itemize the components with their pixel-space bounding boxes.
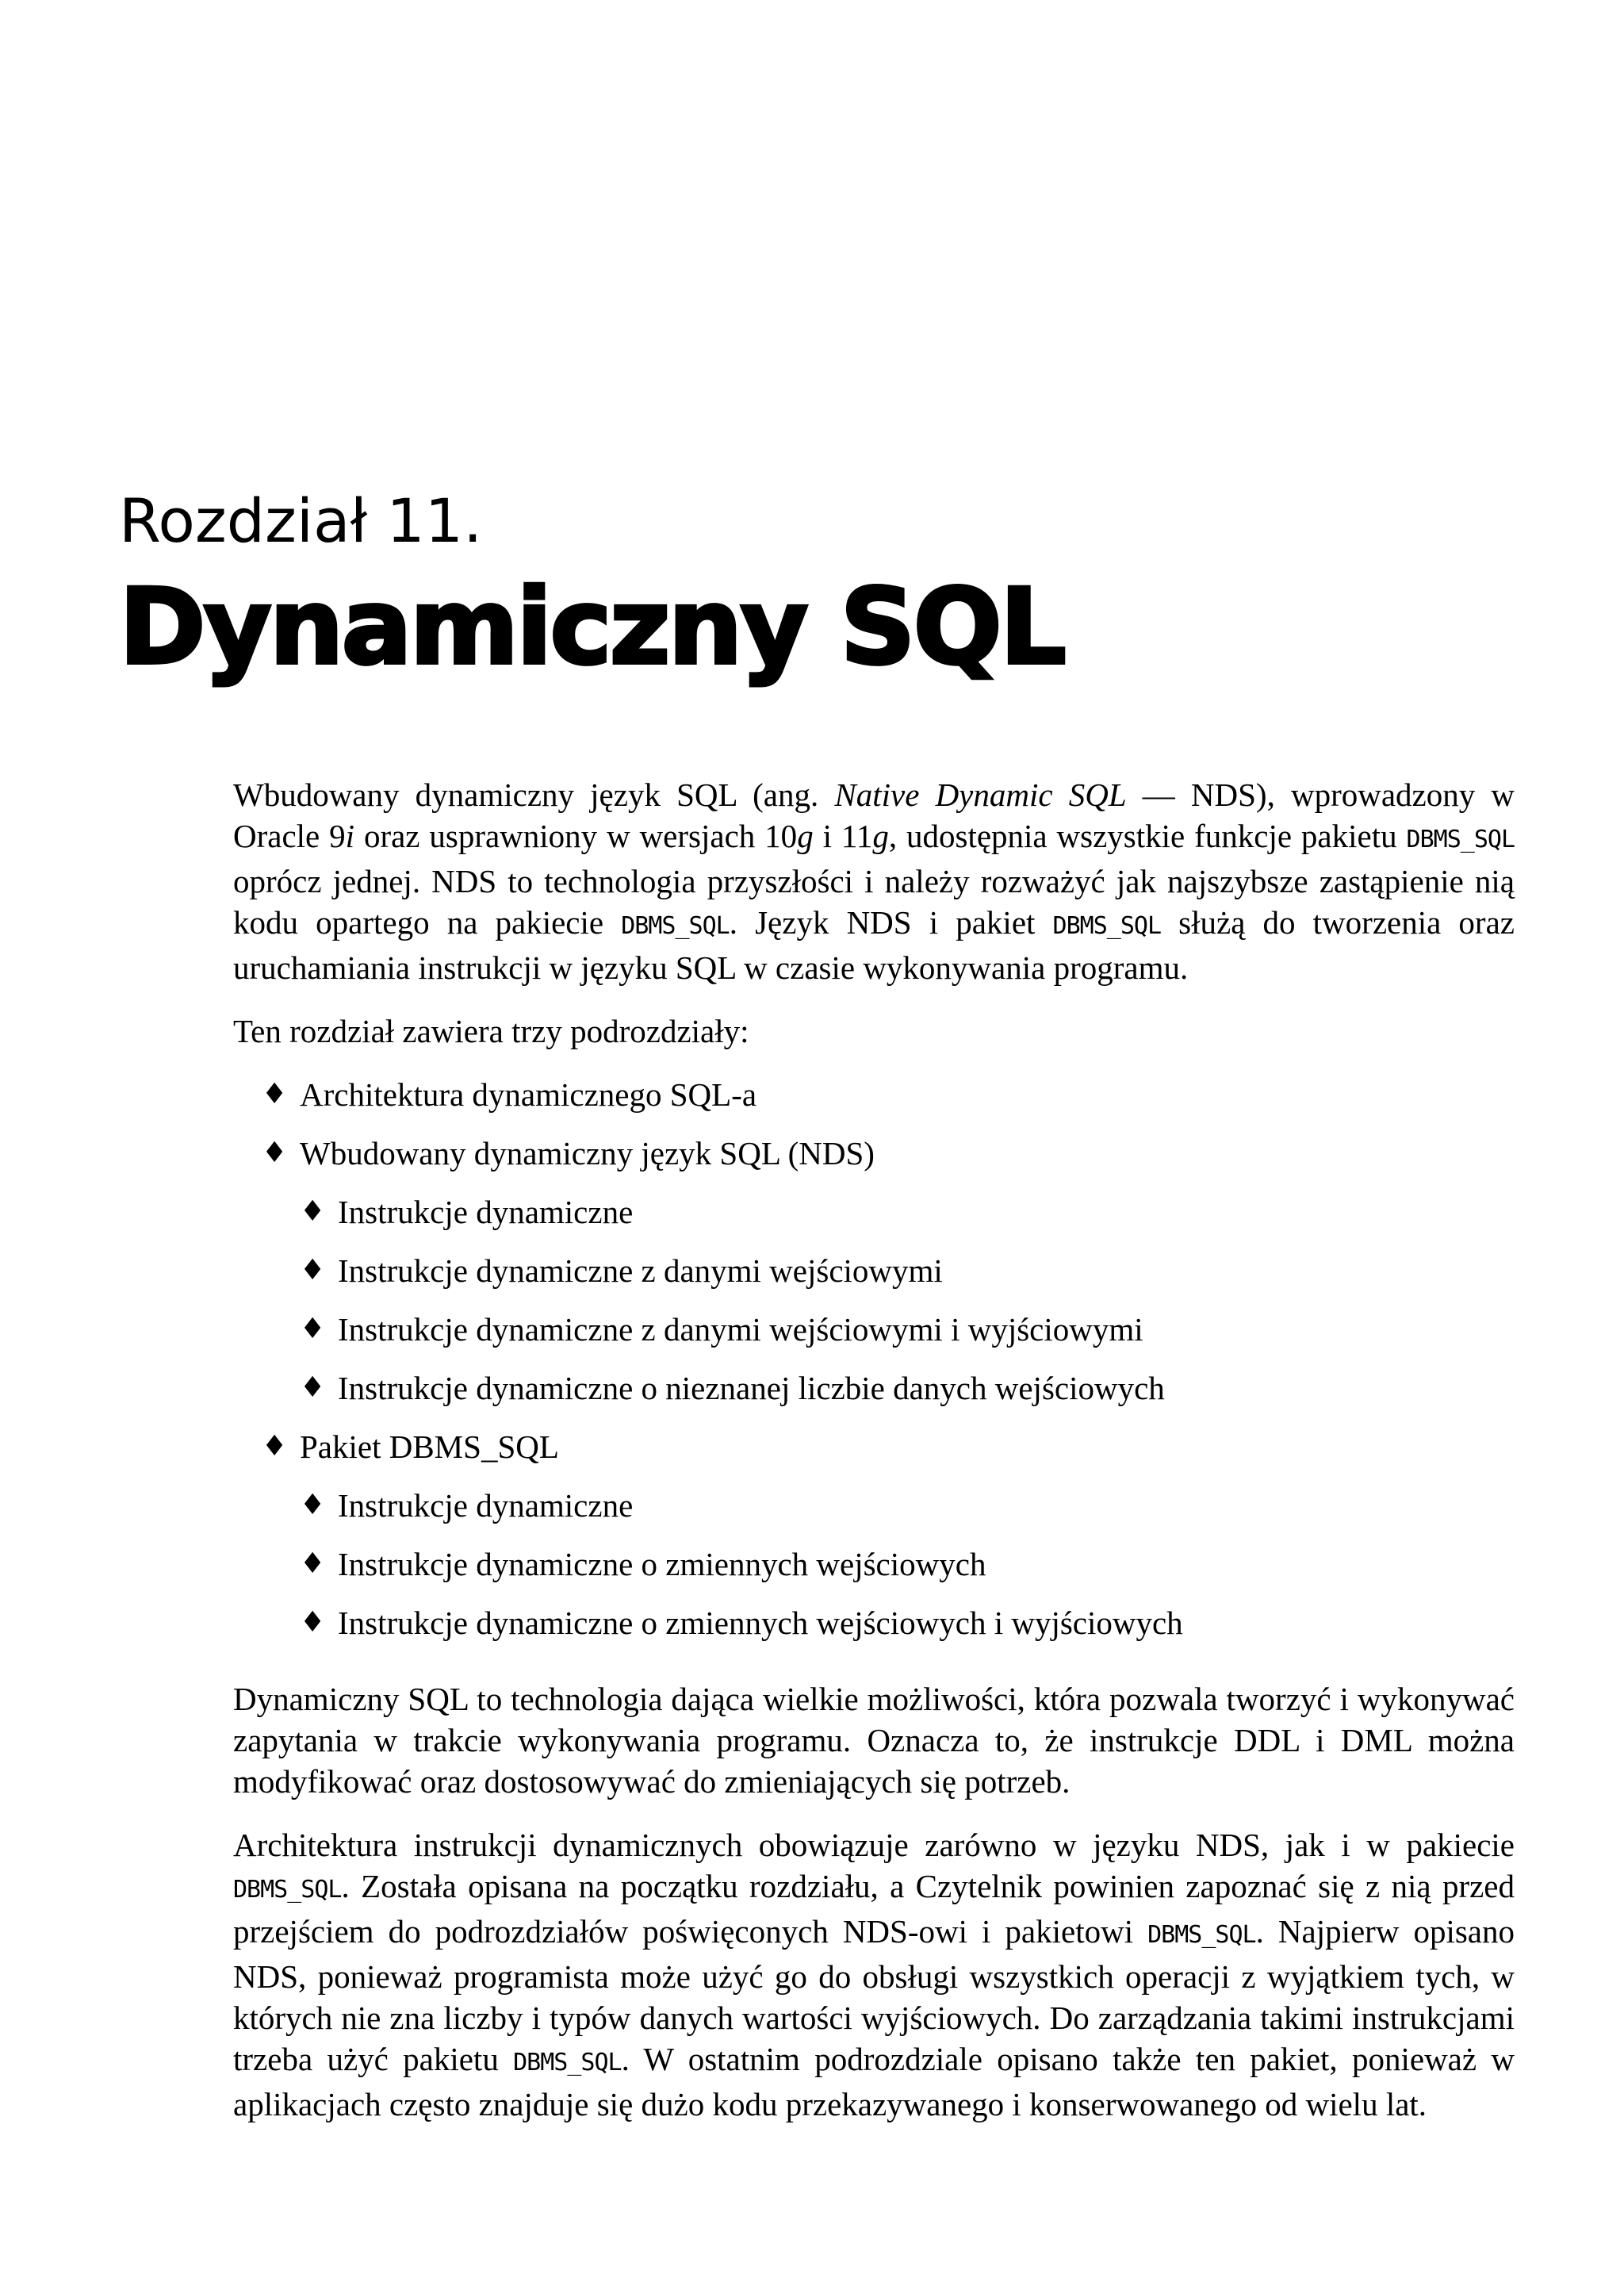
intro-code-3: DBMS_SQL (1052, 912, 1162, 940)
diamond-bullet-icon: ♦ (300, 1313, 326, 1345)
chapter-number: Rozdział 11. (119, 485, 483, 556)
outline-item (233, 1485, 1515, 1543)
outline-item (233, 1309, 1515, 1367)
intro-text-3: oraz usprawniony w wersjach 10 (354, 818, 798, 854)
outline-item (233, 1602, 1515, 1661)
diamond-bullet-icon: ♦ (262, 1078, 288, 1110)
outline-item-label: Instrukcje dynamiczne z danymi wejściowymi i wyjściowymi (338, 1311, 1143, 1348)
outline-item (233, 1426, 1515, 1485)
para3-text-1: Architektura instrukcji dynamicznych obowiązuje zarówno w języku NDS, jak i w pakiecie (233, 1827, 1515, 1863)
outline-item-label: Wbudowany dynamiczny język SQL (NDS) (300, 1135, 875, 1171)
outline-item (233, 1191, 1515, 1250)
chapter-outline (233, 1074, 1515, 1661)
outline-item (233, 1250, 1515, 1309)
outline-item (233, 1543, 1515, 1602)
chapter-title: Dynamiczny SQL (119, 566, 1064, 688)
intro-version-i: i (345, 818, 355, 854)
intro-text-2: — NDS), wprowadzony w Oracle 9 (233, 776, 1515, 854)
intro-code-1: DBMS_SQL (1406, 826, 1515, 853)
intro-text-7: . Język NDS i pakiet (729, 904, 1053, 941)
list-intro: Ten rozdział zawiera trzy podrozdziały: (233, 1013, 749, 1049)
intro-version-g1: g (797, 818, 814, 854)
outline-item-label: Architektura dynamicznego SQL-a (300, 1076, 757, 1113)
diamond-bullet-icon: ♦ (300, 1606, 326, 1639)
intro-text-1: Wbudowany dynamiczny język SQL (ang. (233, 776, 835, 813)
intro-version-g2: g (872, 818, 889, 854)
diamond-bullet-icon: ♦ (300, 1371, 326, 1404)
para3-code-3: DBMS_SQL (513, 2049, 622, 2076)
para3-text-3: . Najpierw opisano NDS, ponieważ programista może użyć go do obsługi wszystkich operacji z wyjątkiem tych, w których nie zna liczby i typów danych wartości wyjściowych. Do zarządzania takimi instrukcjami trzeba użyć pakietu (233, 1913, 1515, 2077)
diamond-bullet-icon: ♦ (300, 1195, 326, 1228)
outline-item-label: Instrukcje dynamiczne (338, 1194, 634, 1230)
diamond-bullet-icon: ♦ (262, 1430, 288, 1463)
diamond-bullet-icon: ♦ (300, 1254, 326, 1286)
outline-item-label: Instrukcje dynamiczne o nieznanej liczbie danych wejściowych (338, 1370, 1165, 1406)
outline-item (233, 1367, 1515, 1426)
outline-item (233, 1074, 1515, 1133)
diamond-bullet-icon: ♦ (262, 1137, 288, 1169)
outline-item-label: Pakiet DBMS_SQL (300, 1428, 559, 1465)
para3-text-4: . W ostatnim podrozdziale opisano także ten pakiet, ponieważ w aplikacjach często znajduje się dużo kodu przekazywanego i konserwowanego od wielu lat. (233, 2041, 1515, 2122)
intro-text-4: i 11 (813, 818, 873, 854)
chapter-body (233, 774, 1515, 2147)
paragraph-2: Dynamiczny SQL to technologia dająca wielkie możliwości, która pozwala tworzyć i wykonywać zapytania w trakcie wykonywania programu. Oznacza to, że instrukcje DDL i DML można modyfikować oraz dostosowywać do zmieniających się potrzeb. (233, 1681, 1515, 1800)
outline-item-label: Instrukcje dynamiczne (338, 1487, 634, 1524)
paragraph-3 (233, 1824, 1515, 2125)
outline-item (233, 1133, 1515, 1191)
outline-item-label: Instrukcje dynamiczne o zmiennych wejściowych i wyjściowych (338, 1605, 1183, 1641)
diamond-bullet-icon: ♦ (300, 1489, 326, 1521)
diamond-bullet-icon: ♦ (300, 1547, 326, 1580)
para3-code-1: DBMS_SQL (233, 1876, 342, 1904)
intro-code-2: DBMS_SQL (621, 912, 730, 940)
outline-item-label: Instrukcje dynamiczne z danymi wejściowymi (338, 1252, 943, 1289)
para3-code-2: DBMS_SQL (1147, 1921, 1256, 1949)
intro-text-8: służą do tworzenia oraz uruchamiania instrukcji w języku SQL w czasie wykonywania programu. (233, 904, 1515, 986)
para3-text-2: . Została opisana na początku rozdziału, a Czytelnik powinien zapoznać się z nią przed przejściem do podrozdziałów poświęconych NDS-owi i pakietowi (233, 1868, 1515, 1950)
outline-list (233, 1074, 1515, 1661)
outline-item-label: Instrukcje dynamiczne o zmiennych wejściowych (338, 1546, 986, 1582)
intro-term-italic: Native Dynamic SQL (834, 776, 1127, 813)
intro-paragraph (233, 774, 1515, 988)
intro-text-6: oprócz jednej. NDS to technologia przyszłości i należy rozważyć jak najszybsze zastąpienie nią kodu opartego na pakiecie (233, 863, 1515, 941)
intro-text-5: , udostępnia wszystkie funkcje pakietu (888, 818, 1407, 854)
